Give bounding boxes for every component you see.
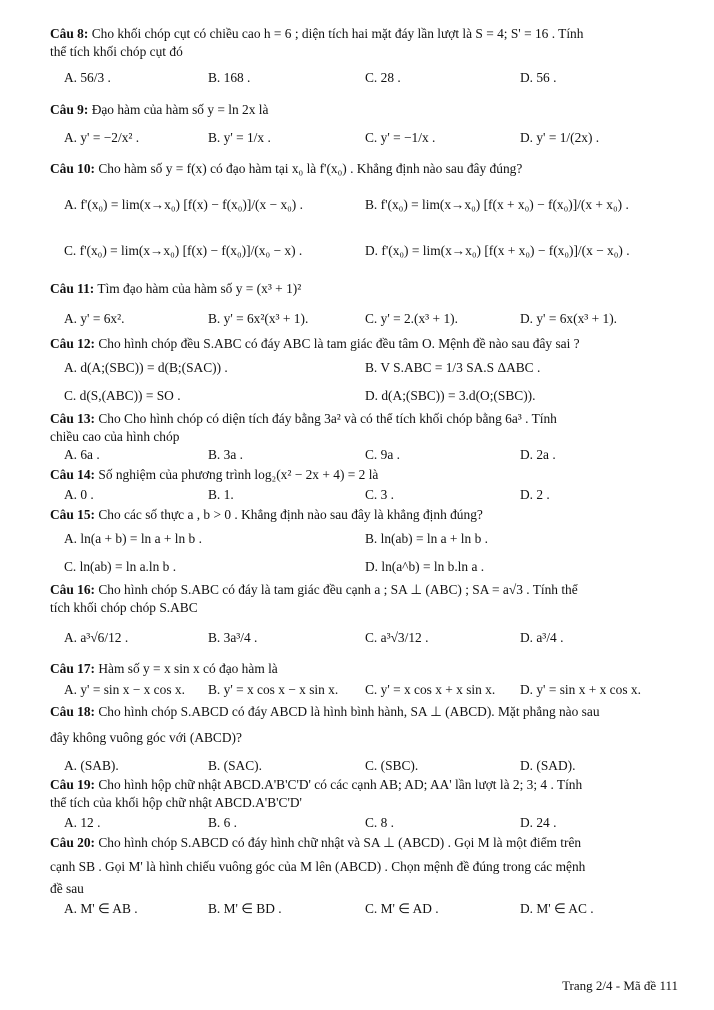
question-label: Câu 13:	[50, 411, 96, 426]
question-text: Cho hình chóp S.ABC có đáy là tam giác đều cạnh a ; SA ⊥ (ABC) ; SA = a√3 . Tính thể	[98, 582, 578, 597]
question-text-cont: thể tích của khối hộp chữ nhật ABCD.A'B'C'D'	[50, 795, 302, 810]
option-a[interactable]: A. 0 .	[64, 487, 94, 502]
option-a[interactable]: A. y' = −2/x² .	[64, 130, 140, 145]
question-text: Cho hình hộp chữ nhật ABCD.A'B'C'D' có các cạnh AB; AD; AA' lần lượt là 2; 3; 4 . Tính	[98, 777, 583, 792]
question-label: Câu 17:	[50, 661, 96, 676]
question-label: Câu 12:	[50, 336, 96, 351]
option-c[interactable]: C. f'(x₀) = lim(x→x₀) [f(x) − f(x₀)]/(x₀ − x) .	[64, 243, 303, 258]
option-a[interactable]: A. ln(a + b) = ln a + ln b .	[64, 531, 202, 546]
option-d[interactable]: D. f'(x₀) = lim(x→x₀) [f(x + x₀) − f(x₀)]/(x − x₀) .	[365, 243, 630, 258]
option-a[interactable]: A. f'(x₀) = lim(x→x₀) [f(x) − f(x₀)]/(x − x₀) .	[64, 197, 303, 212]
option-c[interactable]: C. M' ∈ AD .	[365, 901, 439, 916]
option-b[interactable]: B. M' ∈ BD .	[208, 901, 282, 916]
option-d[interactable]: D. y' = 1/(2x) .	[520, 130, 600, 145]
question-text-cont: cạnh SB . Gọi M' là hình chiếu vuông góc của M lên (ABCD) . Chọn mệnh đề đúng trong các mệnh	[50, 859, 586, 874]
question-10	[50, 160, 678, 258]
question-label: Câu 11:	[50, 281, 95, 296]
option-d[interactable]: D. ln(a^b) = ln b.ln a .	[365, 559, 485, 574]
option-d[interactable]: D. (SAD).	[520, 758, 576, 773]
option-a[interactable]: A. y' = 6x².	[64, 311, 125, 326]
option-a[interactable]: A. a³√6/12 .	[64, 630, 129, 645]
option-a[interactable]: A. d(A;(SBC)) = d(B;(SAC)) .	[64, 360, 228, 375]
question-18	[50, 703, 678, 773]
option-c[interactable]: C. y' = −1/x .	[365, 130, 436, 145]
option-c[interactable]: C. 28 .	[365, 70, 401, 85]
question-label: Câu 16:	[50, 582, 96, 597]
option-b[interactable]: B. 3a .	[208, 447, 243, 462]
question-19	[50, 776, 678, 830]
option-b[interactable]: B. (SAC).	[208, 758, 262, 773]
option-d[interactable]: D. y' = 6x(x³ + 1).	[520, 311, 618, 326]
option-c[interactable]: C. ln(ab) = ln a.ln b .	[64, 559, 177, 574]
option-d[interactable]: D. 2a .	[520, 447, 556, 462]
option-b[interactable]: B. V S.ABC = 1/3 SA.S ΔABC .	[365, 360, 541, 375]
question-label: Câu 18:	[50, 704, 96, 719]
option-c[interactable]: C. a³√3/12 .	[365, 630, 429, 645]
option-b[interactable]: B. 1.	[208, 487, 234, 502]
question-text: Cho khối chóp cụt có chiều cao h = 6 ; diện tích hai mặt đáy lần lượt là S = 4; S' = 16 . Tính	[91, 26, 584, 41]
question-text: Cho hình chóp S.ABCD có đáy ABCD là hình bình hành, SA ⊥ (ABCD). Mặt phẳng nào sau	[98, 704, 600, 719]
option-a[interactable]: A. (SAB).	[64, 758, 119, 773]
option-c[interactable]: C. 3 .	[365, 487, 395, 502]
question-label: Câu 20:	[50, 835, 96, 850]
question-label: Câu 19:	[50, 777, 96, 792]
question-14	[50, 466, 678, 502]
question-text: Cho hình chóp S.ABCD có đáy hình chữ nhật và SA ⊥ (ABCD) . Gọi M là một điểm trên	[98, 835, 582, 850]
option-a[interactable]: A. y' = sin x − x cos x.	[64, 682, 185, 697]
option-a[interactable]: A. 12 .	[64, 815, 101, 830]
option-c[interactable]: C. (SBC).	[365, 758, 419, 773]
question-16	[50, 581, 678, 645]
question-11	[50, 280, 678, 326]
question-label: Câu 14:	[50, 467, 96, 482]
question-text: Đạo hàm của hàm số y = ln 2x là	[91, 102, 269, 117]
question-text-cont: chiều cao của hình chóp	[50, 429, 180, 444]
option-d[interactable]: D. 2 .	[520, 487, 550, 502]
option-b[interactable]: B. f'(x₀) = lim(x→x₀) [f(x + x₀) − f(x₀)]/(x + x₀) .	[365, 197, 629, 212]
question-label: Câu 8:	[50, 26, 89, 41]
option-b[interactable]: B. ln(ab) = ln a + ln b .	[365, 531, 488, 546]
question-text: Tìm đạo hàm của hàm số y = (x³ + 1)²	[97, 281, 302, 296]
option-d[interactable]: D. y' = sin x + x cos x.	[520, 682, 641, 697]
question-15	[50, 506, 678, 574]
option-b[interactable]: B. 168 .	[208, 70, 251, 85]
option-c[interactable]: C. d(S,(ABC)) = SO .	[64, 388, 181, 403]
question-13	[50, 410, 678, 462]
option-d[interactable]: D. 24 .	[520, 815, 557, 830]
option-b[interactable]: B. y' = 1/x .	[208, 130, 271, 145]
option-a[interactable]: A. M' ∈ AB .	[64, 901, 138, 916]
question-12	[50, 335, 678, 403]
option-c[interactable]: C. 9a .	[365, 447, 400, 462]
question-text-cont: đề sau	[50, 881, 84, 896]
option-b[interactable]: B. y' = x cos x − x sin x.	[208, 682, 339, 697]
option-c[interactable]: C. y' = x cos x + x sin x.	[365, 682, 496, 697]
page-footer: Trang 2/4 - Mã đề 111	[562, 978, 678, 993]
option-b[interactable]: B. y' = 6x²(x³ + 1).	[208, 311, 309, 326]
question-text: Cho Cho hình chóp có diện tích đáy bằng 3a² và có thể tích khối chóp bằng 6a³ . Tính	[98, 411, 557, 426]
option-c[interactable]: C. y' = 2.(x³ + 1).	[365, 311, 458, 326]
option-a[interactable]: A. 6a .	[64, 447, 100, 462]
question-text: Hàm số y = x sin x có đạo hàm là	[98, 661, 278, 676]
question-text: Cho hàm số y = f(x) có đạo hàm tại x₀ là f'(x₀) . Khẳng định nào sau đây đúng?	[98, 161, 523, 176]
question-text-cont: đây không vuông góc với (ABCD)?	[50, 730, 242, 745]
question-text-cont: thể tích khối chóp cụt đó	[50, 44, 183, 59]
question-label: Câu 9:	[50, 102, 89, 117]
question-text: Cho hình chóp đều S.ABC có đáy ABC là tam giác đều tâm O. Mệnh đề nào sau đây sai ?	[98, 336, 580, 351]
option-b[interactable]: B. 3a³/4 .	[208, 630, 258, 645]
option-d[interactable]: D. a³/4 .	[520, 630, 564, 645]
question-label: Câu 10:	[50, 161, 96, 176]
question-text: Cho các số thực a , b > 0 . Khẳng định nào sau đây là khẳng định đúng?	[98, 507, 483, 522]
question-text-cont: tích khối chóp chóp S.ABC	[50, 600, 198, 615]
option-d[interactable]: D. 56 .	[520, 70, 557, 85]
option-c[interactable]: C. 8 .	[365, 815, 395, 830]
option-d[interactable]: D. M' ∈ AC .	[520, 901, 594, 916]
question-9	[50, 101, 678, 145]
question-label: Câu 15:	[50, 507, 96, 522]
question-8	[50, 25, 678, 85]
question-20	[50, 834, 678, 916]
option-b[interactable]: B. 6 .	[208, 815, 238, 830]
option-a[interactable]: A. 56/3 .	[64, 70, 111, 85]
option-d[interactable]: D. d(A;(SBC)) = 3.d(O;(SBC)).	[365, 388, 536, 403]
question-text: Số nghiệm của phương trình log₂(x² − 2x + 4) = 2 là	[98, 467, 379, 482]
question-17	[50, 660, 678, 697]
